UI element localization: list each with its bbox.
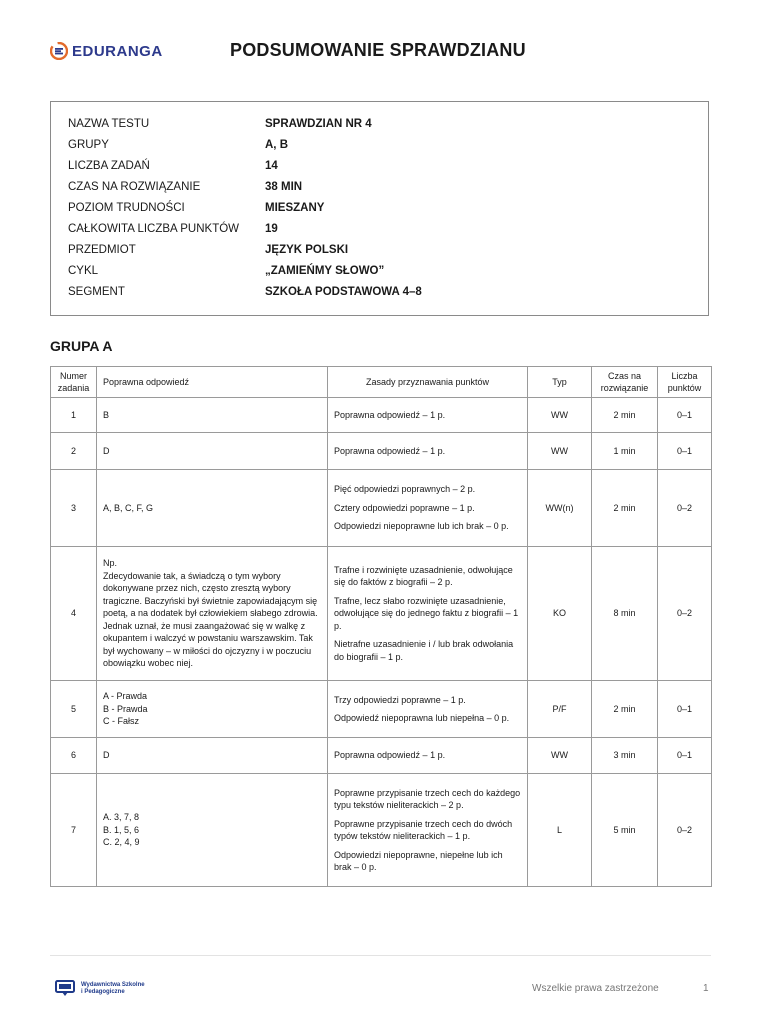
info-label: CYKL (68, 265, 99, 277)
info-value: SZKOŁA PODSTAWOWA 4–8 (265, 286, 422, 298)
task-time: 8 min (592, 547, 658, 681)
eduranga-logo (50, 42, 163, 60)
info-value: MIESZANY (265, 202, 325, 214)
scoring-rule: Poprawna odpowiedź – 1 p. (328, 738, 528, 774)
scoring-rule: Poprawne przypisanie trzech cech do dwóch typów tekstów nieliterackich – 1 p. (334, 818, 513, 841)
task-number: 4 (51, 547, 97, 681)
info-label: CZAS NA ROZWIĄZANIE (68, 181, 201, 193)
scoring-rule: Poprawne przypisanie trzech cech do każdego typu tekstów nieliterackich – 2 p. (334, 787, 521, 810)
correct-answer (97, 681, 328, 738)
page-number: 1 (703, 983, 709, 994)
info-label: NAZWA TESTU (68, 118, 150, 130)
info-value: 38 MIN (265, 181, 303, 193)
scoring-rule: Odpowiedzi niepoprawne, niepełne lub ich brak – 0 p. (334, 849, 503, 872)
info-value: 19 (265, 223, 278, 235)
scoring-rule: Poprawna odpowiedź – 1 p. (328, 433, 528, 470)
scoring-rule: Trzy odpowiedzi poprawne – 1 p. (334, 694, 466, 705)
logo-text-ranga: RANGA (105, 42, 163, 60)
table-header-row (51, 367, 712, 398)
correct-answer (97, 774, 328, 887)
correct-answer: A, B, C, F, G (97, 470, 328, 547)
answer-line: Zdecydowanie tak, a świadczą o tym wybory dokonywane przez nich, często zresztą wybory tragiczne. Baczyński był świetnie zapowiadającym się poetą, a na dodatek był człowiekiem słabego zdrowia. Jednak uznał, że musi zaangażować się w walkę z okupantem i walczyć w powstaniu warszawskim. Tak był wychowany – w miłości do ojczyzny i w poczuciu obowiązku wobec niej. (103, 570, 318, 669)
info-value: 14 (265, 160, 278, 172)
answer-line: Np. (103, 558, 118, 569)
task-time: 2 min (592, 681, 658, 738)
task-points: 0–1 (658, 738, 712, 774)
answer-line: A - Prawda (103, 691, 148, 702)
col-header-answer: Poprawna odpowiedź (97, 367, 328, 398)
test-info-box (50, 101, 709, 316)
eduranga-logo-icon (50, 42, 68, 60)
task-time: 5 min (592, 774, 658, 887)
scoring-rules (328, 681, 528, 738)
info-value: SPRAWDZIAN NR 4 (265, 118, 372, 130)
scoring-rule: Odpowiedź niepoprawna lub niepełna – 0 p. (334, 713, 510, 723)
wsip-name (81, 982, 145, 996)
answer-line: A. 3, 7, 8 (103, 812, 140, 823)
answer-line: B - Prawda (103, 703, 148, 714)
scoring-rule: Cztery odpowiedzi poprawne – 1 p. (334, 502, 475, 513)
task-time: 1 min (592, 433, 658, 470)
task-type: WW (528, 398, 592, 433)
copyright-text: Wszelkie prawa zastrzeżone (532, 983, 659, 994)
scoring-rule: Odpowiedzi niepoprawne lub ich brak – 0 p. (334, 521, 509, 532)
task-points: 0–2 (658, 470, 712, 547)
group-a-heading: GRUPA A (50, 338, 113, 354)
info-label: GRUPY (68, 139, 109, 151)
wsip-logo (55, 980, 145, 998)
info-value: A, B (265, 139, 288, 151)
footer-divider (50, 955, 711, 956)
task-type: WW (528, 433, 592, 470)
task-time: 2 min (592, 470, 658, 547)
scoring-rule: Trafne i rozwinięte uzasadnienie, odwołujące się do faktów z biografii – 2 p. (334, 564, 513, 588)
info-label: PRZEDMIOT (68, 244, 136, 256)
task-number: 3 (51, 470, 97, 547)
page-title: PODSUMOWANIE SPRAWDZIANU (230, 40, 526, 60)
info-value: JĘZYK POLSKI (265, 244, 349, 256)
task-number: 2 (51, 433, 97, 470)
table-row (51, 398, 712, 433)
task-type: P/F (528, 681, 592, 738)
task-type: WW (528, 738, 592, 774)
answer-key-table (50, 366, 712, 887)
col-header-type: Typ (528, 367, 592, 398)
info-label: LICZBA ZADAŃ (68, 160, 150, 172)
task-points: 0–1 (658, 433, 712, 470)
table-row (51, 433, 712, 470)
col-header-time: Czas na rozwiązanie (592, 367, 658, 398)
col-header-rules: Zasady przyznawania punktów (328, 367, 528, 398)
correct-answer: B (97, 398, 328, 433)
task-type: L (528, 774, 592, 887)
task-type: WW(n) (528, 470, 592, 547)
table-row (51, 547, 712, 681)
page-header (50, 38, 720, 68)
table-row (51, 681, 712, 738)
logo-text-edu: EDU (72, 42, 106, 60)
answer-line: C. 2, 4, 9 (103, 837, 140, 848)
correct-answer: D (97, 738, 328, 774)
task-number: 6 (51, 738, 97, 774)
task-time: 3 min (592, 738, 658, 774)
scoring-rule: Nietrafne uzasadnienie i / lub brak odwołania do biografii – 1 p. (334, 639, 514, 662)
task-number: 1 (51, 398, 97, 433)
scoring-rules (328, 774, 528, 887)
task-time: 2 min (592, 398, 658, 433)
answer-line: B. 1, 5, 6 (103, 824, 140, 835)
table-row (51, 774, 712, 887)
info-label: POZIOM TRUDNOŚCI (68, 202, 185, 214)
task-number: 5 (51, 681, 97, 738)
correct-answer: D (97, 433, 328, 470)
col-header-points: Liczba punktów (658, 367, 712, 398)
info-label: SEGMENT (68, 286, 125, 298)
wsip-logo-icon (55, 980, 75, 998)
wsip-name-line: i Pedagogiczne (81, 989, 125, 995)
task-number: 7 (51, 774, 97, 887)
scoring-rule: Poprawna odpowiedź – 1 p. (328, 398, 528, 433)
task-points: 0–1 (658, 681, 712, 738)
wsip-name-line: Wydawnictwa Szkolne (81, 982, 145, 988)
task-type: KO (528, 547, 592, 681)
task-points: 0–1 (658, 398, 712, 433)
info-value: „ZAMIEŃMY SŁOWO” (265, 265, 385, 277)
table-row (51, 470, 712, 547)
task-points: 0–2 (658, 774, 712, 887)
scoring-rule: Trafne, lecz słabo rozwinięte uzasadnienie, odwołujące się do jednego faktu z biografii – 1 p. (334, 595, 519, 631)
scoring-rules (328, 547, 528, 681)
scoring-rules (328, 470, 528, 547)
task-points: 0–2 (658, 547, 712, 681)
info-label: CAŁKOWITA LICZBA PUNKTÓW (68, 223, 240, 235)
answer-line: C - Fałsz (103, 716, 139, 727)
table-row (51, 738, 712, 774)
correct-answer (97, 547, 328, 681)
scoring-rule: Pięć odpowiedzi poprawnych – 2 p. (334, 484, 476, 495)
col-header-number: Numer zadania (51, 367, 97, 398)
